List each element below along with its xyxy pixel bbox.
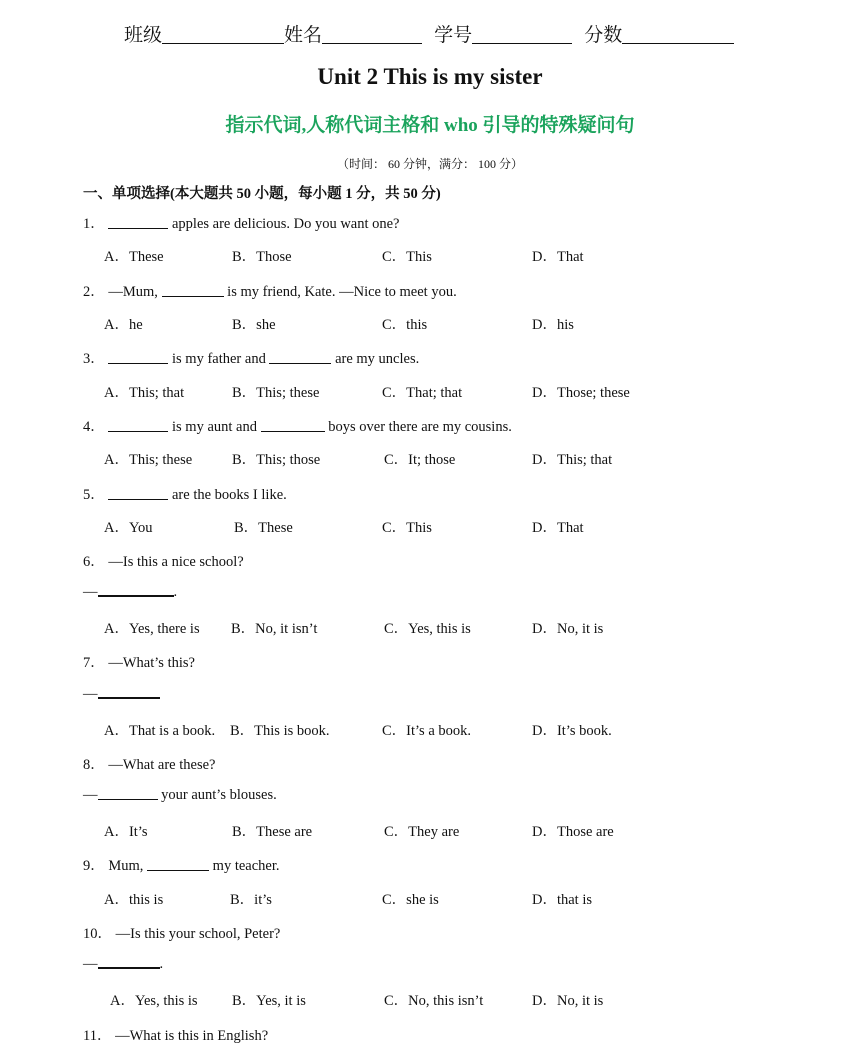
question-5 xyxy=(83,483,287,504)
question-text: apples are delicious. Do you want one? xyxy=(168,216,400,232)
answer-line-7 xyxy=(83,686,160,703)
question-11 xyxy=(83,1024,268,1045)
option-c[interactable]: C．she is xyxy=(382,892,439,908)
option-c[interactable]: C．That; that xyxy=(382,385,463,401)
answer-blank[interactable] xyxy=(108,431,168,432)
option-b[interactable]: B．These are xyxy=(232,824,313,840)
option-b[interactable]: B．she xyxy=(232,317,276,333)
dash: — xyxy=(83,787,98,803)
answer-suffix: . xyxy=(159,956,164,972)
question-1 xyxy=(83,212,400,233)
option-b[interactable]: B．This is book. xyxy=(230,723,330,739)
option-c[interactable]: C．It; those xyxy=(384,452,456,468)
score-blank[interactable] xyxy=(622,23,734,44)
question-number: 3． xyxy=(83,351,105,367)
option-c[interactable]: C．No, this isn’t xyxy=(384,993,484,1009)
answer-blank[interactable] xyxy=(98,595,174,597)
option-c[interactable]: C．this xyxy=(382,317,428,333)
option-a[interactable]: A．It’s xyxy=(104,824,148,840)
option-a[interactable]: A．That is a book. xyxy=(104,723,216,739)
answer-suffix: your aunt’s blouses. xyxy=(157,787,277,803)
option-a[interactable]: A．These xyxy=(104,249,164,265)
question-text: my teacher. xyxy=(209,858,280,874)
option-d[interactable]: D．That xyxy=(532,520,584,536)
question-9 xyxy=(83,854,280,875)
option-d[interactable]: D．his xyxy=(532,317,574,333)
option-b[interactable]: B．it’s xyxy=(230,892,272,908)
dash: — xyxy=(83,584,98,600)
answer-line-10 xyxy=(83,956,163,973)
answer-blank[interactable] xyxy=(98,799,158,800)
option-b[interactable]: B．This; these xyxy=(232,385,320,401)
question-7 xyxy=(83,651,195,672)
question-number: 2． xyxy=(83,284,105,300)
question-4 xyxy=(83,415,512,436)
option-b[interactable]: B．These xyxy=(234,520,293,536)
name-label: 姓名 xyxy=(284,24,323,46)
class-label: 班级 xyxy=(124,24,163,46)
id-blank[interactable] xyxy=(472,23,572,44)
option-b[interactable]: B．Yes, it is xyxy=(232,993,306,1009)
dash: — xyxy=(83,686,98,702)
answer-blank[interactable] xyxy=(108,363,168,364)
option-c[interactable]: C．Yes, this is xyxy=(384,621,471,637)
option-b[interactable]: B．Those xyxy=(232,249,292,265)
option-a[interactable]: A．he xyxy=(104,317,143,333)
question-text: are the books I like. xyxy=(168,487,287,503)
option-a[interactable]: A．Yes, this is xyxy=(110,993,198,1009)
section-title: 一、单项选择(本大题共 50 小题，每小题 1 分，共 50 分) xyxy=(83,186,441,202)
option-c[interactable]: C．This xyxy=(382,520,432,536)
question-text: —What’s this? xyxy=(108,655,195,671)
answer-blank[interactable] xyxy=(162,296,224,297)
name-blank[interactable] xyxy=(322,23,422,44)
option-b[interactable]: B．This; those xyxy=(232,452,321,468)
question-number: 1． xyxy=(83,216,105,232)
answer-blank[interactable] xyxy=(269,363,331,364)
answer-blank[interactable] xyxy=(147,870,209,871)
option-c[interactable]: C．It’s a book. xyxy=(382,723,472,739)
question-text: is my aunt and xyxy=(168,419,261,435)
answer-blank[interactable] xyxy=(108,228,168,229)
option-d[interactable]: D．Those; these xyxy=(532,385,630,401)
question-number: 5． xyxy=(83,487,105,503)
question-text: —Is this a nice school? xyxy=(108,554,244,570)
option-a[interactable]: A．You xyxy=(104,520,153,536)
class-blank[interactable] xyxy=(162,23,284,44)
question-number: 7． xyxy=(83,655,105,671)
option-d[interactable]: D．that is xyxy=(532,892,593,908)
answer-blank[interactable] xyxy=(98,967,160,969)
option-d[interactable]: D．This; that xyxy=(532,452,613,468)
score-label: 分数 xyxy=(584,24,623,46)
question-10 xyxy=(83,922,280,943)
question-text: —Mum, xyxy=(108,284,162,300)
worksheet-title: Unit 2 This is my sister xyxy=(317,64,543,89)
question-number: 6． xyxy=(83,554,105,570)
answer-suffix: . xyxy=(173,584,178,600)
question-text: boys over there are my cousins. xyxy=(324,419,512,435)
option-c[interactable]: C．They are xyxy=(384,824,460,840)
question-3 xyxy=(83,347,419,368)
question-number: 9． xyxy=(83,858,105,874)
exam-info: （时间： 60 分钟，满分： 100 分） xyxy=(336,157,523,171)
option-d[interactable]: D．No, it is xyxy=(532,621,604,637)
question-text: —Is this your school, Peter? xyxy=(115,926,281,942)
option-d[interactable]: D．It’s book. xyxy=(532,723,612,739)
option-a[interactable]: A．this is xyxy=(104,892,164,908)
question-text: is my friend, Kate. —Nice to meet you. xyxy=(223,284,457,300)
option-d[interactable]: D．That xyxy=(532,249,584,265)
question-2 xyxy=(83,280,457,301)
option-d[interactable]: D．Those are xyxy=(532,824,614,840)
option-a[interactable]: A．This; that xyxy=(104,385,185,401)
worksheet-subtitle: 指示代词,人称代词主格和 who 引导的特殊疑问句 xyxy=(225,115,635,136)
question-text: —What is this in English? xyxy=(115,1028,269,1044)
question-text: is my father and xyxy=(168,351,270,367)
option-a[interactable]: A．This; these xyxy=(104,452,193,468)
question-text: —What are these? xyxy=(108,757,216,773)
dash: — xyxy=(83,956,98,972)
answer-line-6 xyxy=(83,584,177,601)
question-6 xyxy=(83,550,244,571)
question-number: 10． xyxy=(83,926,112,942)
question-number: 8． xyxy=(83,757,105,773)
answer-line-8 xyxy=(83,787,277,804)
answer-blank[interactable] xyxy=(261,431,325,432)
answer-blank[interactable] xyxy=(108,499,168,500)
option-d[interactable]: D．No, it is xyxy=(532,993,604,1009)
question-text: are my uncles. xyxy=(331,351,420,367)
question-number: 11． xyxy=(83,1028,112,1044)
id-label: 学号 xyxy=(434,24,473,46)
question-number: 4． xyxy=(83,419,105,435)
question-text: Mum, xyxy=(108,858,148,874)
answer-blank[interactable] xyxy=(98,697,160,699)
option-c[interactable]: C．This xyxy=(382,249,432,265)
option-b[interactable]: B．No, it isn’t xyxy=(231,621,318,637)
student-info-header xyxy=(124,20,734,47)
question-8 xyxy=(83,753,215,774)
option-a[interactable]: A．Yes, there is xyxy=(104,621,200,637)
